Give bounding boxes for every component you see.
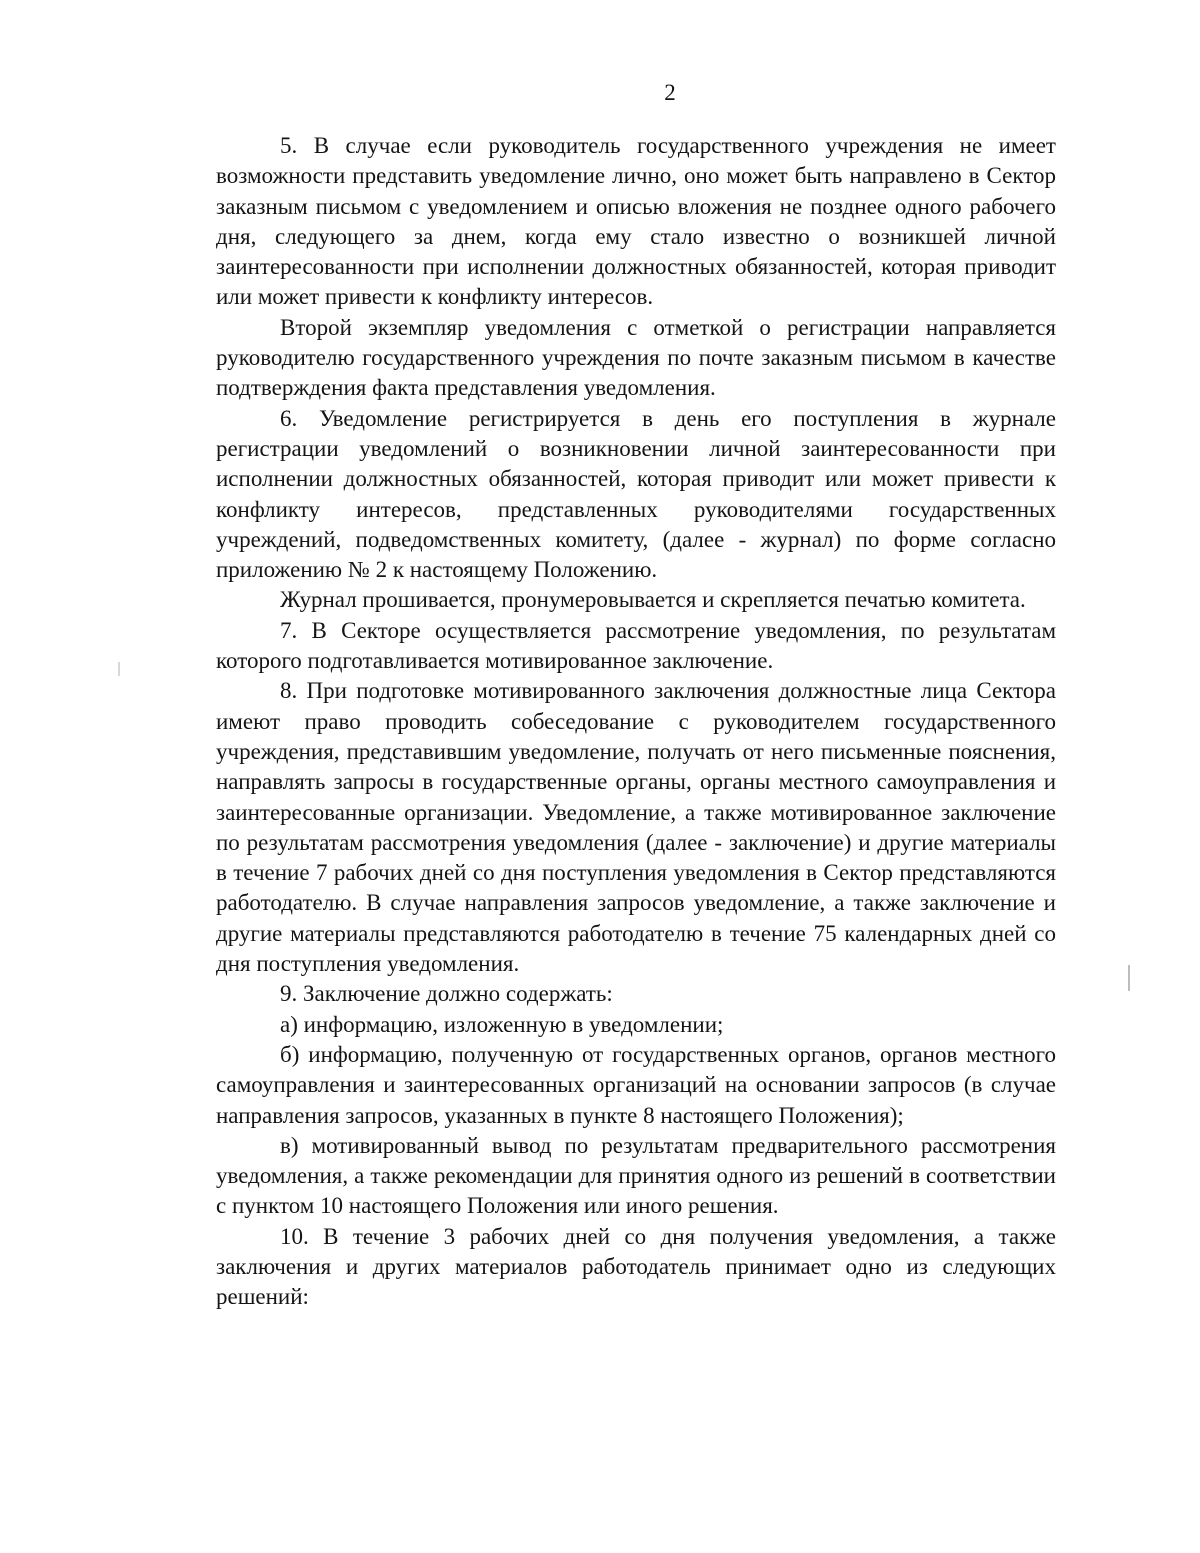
paragraph-5-second-copy: Второй экземпляр уведомления с отметкой о регистрации направляется руководителю государственного учреждения по почте заказным письмом в качестве подтверждения факта представления уведомления.: [216, 314, 1056, 401]
paragraph-6-journal: Журнал прошивается, пронумеровывается и скрепляется печатью комитета.: [280, 587, 1026, 613]
paragraph-6: 6. Уведомление регистрируется в день его поступления в журнале регистрации уведомлений о возникновении личной заинтересованности при исполнении должностных обязанностей, которая приводит или может привести к конфликту интересов, представленных руководителями государственных учреждений, подведомственных комитету, (далее - журнал) по форме согласно приложению № 2 к настоящему Положению.: [216, 405, 1056, 583]
paragraph-7: 7. В Секторе осуществляется рассмотрение уведомления, по результатам которого подготавливается мотивированное заключение.: [216, 617, 1056, 674]
paragraph-9: 9. Заключение должно содержать:: [280, 981, 613, 1007]
paragraph-5: 5. В случае если руководитель государственного учреждения не имеет возможности представить уведомление лично, оно может быть направлено в Сектор заказным письмом с уведомлением и описью вложения не позднее одного рабочего дня, следующего за днем, когда ему стало известно о возникшей личной заинтересованности при исполнении должностных обязанностей, которая приводит или может привести к конфликту интересов.: [216, 133, 1056, 310]
document-body: [216, 131, 1056, 1313]
paragraph-9-item-b: б) информацию, полученную от государственных органов, органов местного самоуправления и заинтересованных организаций на основании запросов (в случае направления запросов, указанных в пункте 8 настоящего Положения);: [216, 1041, 1056, 1128]
paragraph-10: 10. В течение 3 рабочих дней со дня получения уведомления, а также заключения и других материалов работодатель принимает одно из следующих решений:: [216, 1223, 1056, 1310]
paragraph-9-item-a: а) информацию, изложенную в уведомлении;: [280, 1011, 724, 1037]
paragraph-8: 8. При подготовке мотивированного заключения должностные лица Сектора имеют право проводить собеседование с руководителем государственного учреждения, представившим уведомление, получать от него письменные пояснения, направлять запросы в государственные органы, органы местного самоуправления и заинтересованные организации. Уведомление, а также мотивированное заключение по результатам рассмотрения уведомления (далее - заключение) и другие материалы в течение 7 рабочих дней со дня поступления уведомления в Сектор представляются работодателю. В случае направления запросов уведомление, а также заключение и другие материалы представляются работодателю в течение 75 календарных дней со дня поступления уведомления.: [216, 678, 1056, 977]
scan-mark-left: [118, 662, 120, 676]
page-number: 2: [664, 80, 676, 105]
paragraph-9-item-v: в) мотивированный вывод по результатам предварительного рассмотрения уведомления, а также рекомендации для принятия одного из решений в соответствии с пунктом 10 настоящего Положения или иного решения.: [216, 1132, 1056, 1219]
scan-mark-right: [1128, 965, 1130, 991]
